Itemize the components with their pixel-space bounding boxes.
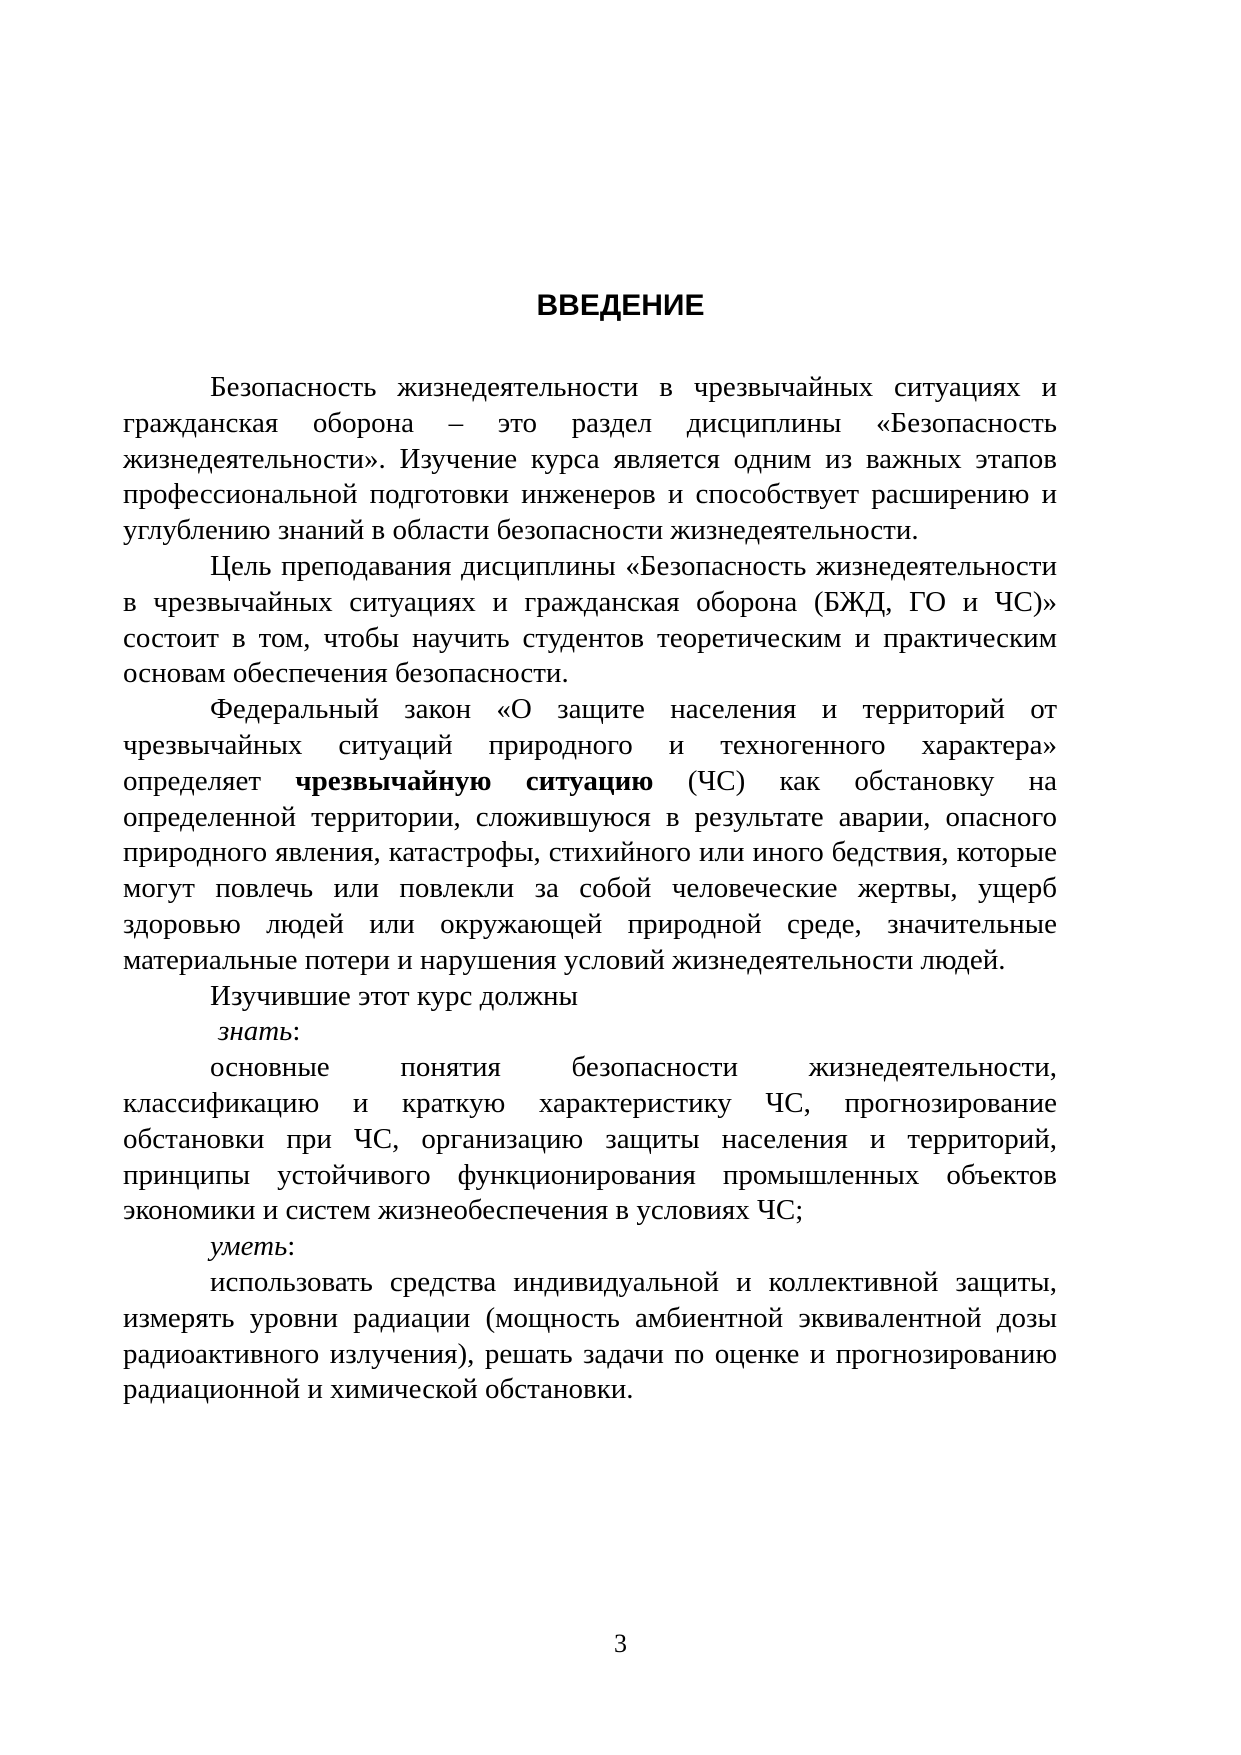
paragraph-know: основные понятия безопасности жизнедеятельности, классификацию и краткую характеристику ЧС, прогнозирование обстановки при ЧС, организацию защиты населения и территорий, принципы устойчивого функционирования промышленных объектов экономики и систем жизнеобеспечения в условиях ЧС;: [123, 1051, 1057, 1227]
definition-rest-text: (ЧС) как обстановку на определенной территории, сложившуюся в результате аварии, опасного природного явления, катастрофы, стихийного или иного бедствия, которые могут повлечь или повлекли за собой человеческие жертвы, ущерб здоровью людей или окружающей природной среде, значительные материальные потери и нарушения условий жизнедеятельности людей.: [123, 764, 1057, 976]
definition-lead-text: Федеральный закон «О защите населения и территорий от чрезвычайных ситуаций природного и техногенного характера» определяет: [123, 693, 1057, 797]
know-label-colon: :: [292, 1015, 301, 1048]
paragraph-skills: использовать средства индивидуальной и коллективной защиты, измерять уровни радиации (мощность амбиентной эквивалентной дозы радиоактивного излучения), решать задачи по оценке и прогнозированию радиационной и химической обстановки.: [123, 1265, 1057, 1406]
paragraph-definition: [123, 692, 1057, 978]
skills-label-colon: :: [287, 1230, 296, 1263]
page-number: 3: [614, 1629, 627, 1658]
paragraph-requirements-intro: Изучившие этот курс должны: [210, 979, 579, 1012]
know-label-text: знать: [218, 1015, 293, 1048]
document-body: [123, 370, 1057, 1408]
skills-label-text: уметь: [210, 1230, 288, 1263]
know-label: [123, 1014, 1057, 1050]
emergency-situation-term: чрезвычайную ситуацию: [295, 764, 654, 797]
paragraph-intro: Безопасность жизнедеятельности в чрезвычайных ситуациях и гражданская оборона – это раздел дисциплины «Безопасность жизнедеятельности». Изучение курса является одним из важных этапов профессиональной подготовки инженеров и способствует расширению и углублению знаний в области безопасности жизнедеятельности.: [123, 371, 1057, 547]
page-title: ВВЕДЕНИЕ: [536, 289, 705, 322]
skills-label: [123, 1229, 1057, 1265]
paragraph-goal: Цель преподавания дисциплины «Безопасность жизнедеятельности в чрезвычайных ситуациях и гражданская оборона (БЖД, ГО и ЧС)» состоит в том, чтобы научить студентов теоретическим и практическим основам обеспечения безопасности.: [123, 549, 1057, 690]
